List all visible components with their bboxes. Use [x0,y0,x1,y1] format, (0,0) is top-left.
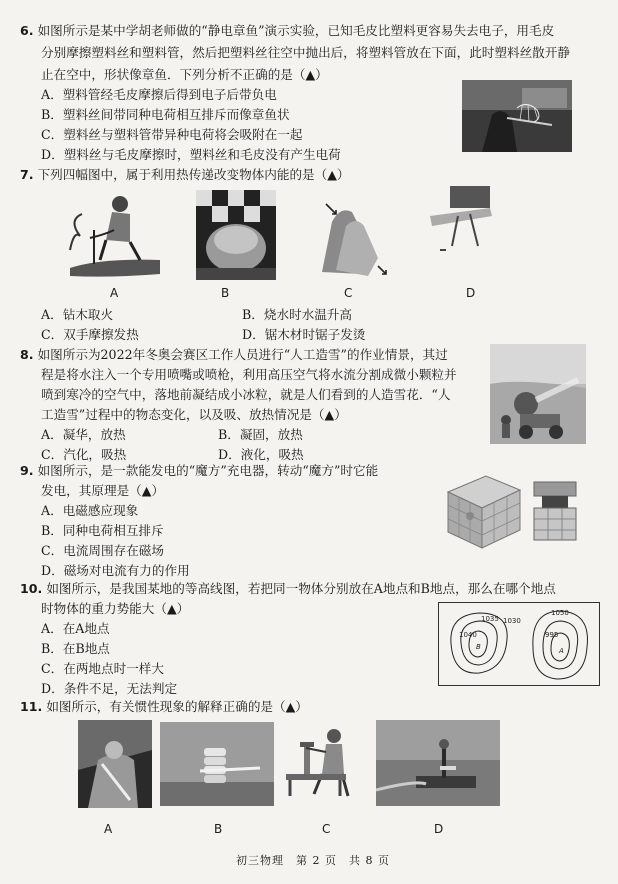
q10-text-1: 如图所示，是我国某地的等高线图，若把同一物体分别放在A地点和B地点，那么在哪个地点 [46,581,556,596]
q10-option-a: A．在A地点 [41,621,110,636]
q11-text: 如图所示，有关惯性现象的解释正确的是（ [46,699,286,714]
q7-number: 7. [20,167,34,182]
q10-option-b: B．在B地点 [41,641,110,656]
answer-mark: ▲ [166,601,177,616]
static-octopus-photo [462,80,572,152]
q8-close: ） [334,407,347,422]
q11-caption-b: B [214,822,223,836]
q6-text-1: 如图所示是某中学胡老师做的“静电章鱼”演示实验，已知毛皮比塑料更容易失去电子，用毛皮 [37,23,555,38]
q7-caption-a: A [110,286,119,300]
answer-mark: ▲ [324,407,335,422]
answer-mark: ▲ [141,483,152,498]
map-label-a: A [559,647,564,655]
q7-stem [20,166,350,184]
q7-caption-b: B [221,286,230,300]
q6-option-d: D．塑料丝与毛皮摩擦时，塑料丝和毛皮没有产生电荷 [41,147,341,162]
boiling-water-image [196,190,276,280]
sawing-wood-image [430,186,502,258]
q7-option-c: C．双手摩擦发热 [41,327,139,342]
q9-line1 [20,462,378,480]
q8-number: 8. [20,347,34,362]
q7-close: ） [336,167,350,182]
q6-line2: 分别摩擦塑料丝和塑料管，然后把塑料丝往空中抛出后，将塑料管放在下面，此时塑料丝散开静 [41,45,570,60]
q7-text: 下列四幅图中，属于利用热传递改变物体内能的是（ [37,167,328,182]
q6-option-c: C．塑料丝与塑料管带异种电荷将会吸附在一起 [41,127,303,142]
map-label-1050: 1050 [551,609,569,617]
q11-stem [20,698,308,716]
q8-text-1: 如图所示为2022年冬奥会赛区工作人员进行“人工造雪”的作业情景，其过 [37,347,448,362]
q10-line2 [41,600,189,618]
q6-text-3: 止在空中，形状像章鱼．下列分析不正确的是（ [41,67,306,82]
answer-mark: ▲ [285,699,296,714]
q8-line2: 程是将水注入一个专用喷嘴或喷枪，利用高压空气将水流分割成微小颗粒并 [41,367,457,382]
map-label-995: 995 [545,631,559,639]
map-label-1040: 1040 [459,631,477,639]
drilling-wood-image [60,190,168,280]
q10-option-d: D．条件不足，无法判定 [41,681,178,696]
q6-close: ） [315,67,328,82]
q7-caption-d: D [466,286,476,300]
rubbing-hands-image [312,192,392,278]
q11-number: 11. [20,699,43,714]
q7-option-d: D．锯木材时锯子发烫 [242,327,366,342]
q9-option-b: B．同种电荷相互排斥 [41,523,164,538]
q7-caption-c: C [344,286,353,300]
answer-mark: ▲ [305,67,316,82]
q9-text-2: 发电，其原理是（ [41,483,142,498]
map-label-1035: 1035 [481,615,499,623]
map-label-b: B [476,643,481,651]
q8-text-4: 工造雪”过程中的物态变化，以及吸、放热情况是（ [41,407,325,422]
magic-cube-charger-image [440,470,590,550]
q9-close: ） [151,483,165,498]
q8-line4 [41,406,347,424]
q11-close: ） [295,699,308,714]
q6-option-a: A．塑料管经毛皮摩擦后得到电子后带负电 [41,87,277,102]
q7-option-b: B．烧水时水温升高 [242,307,353,322]
q6-line1 [20,22,554,40]
q10-text-2: 时物体的重力势能大（ [41,601,167,616]
q8-option-c: C．汽化，吸热 [41,447,127,462]
q7-option-a: A．钻木取火 [41,307,114,322]
car-seatbelt-image [78,720,152,808]
q8-option-d: D．液化，吸热 [218,447,304,462]
q11-caption-d: D [434,822,444,836]
person-on-bench-image [282,724,362,808]
q10-number: 10. [20,581,43,596]
inertia-apparatus-image [376,720,500,806]
q9-number: 9. [20,463,34,478]
q8-option-a: A．凝华，放热 [41,427,126,442]
snow-making-photo [490,344,586,444]
q9-option-c: C．电流周围存在磁场 [41,543,164,558]
q9-option-d: D．磁场对电流有力的作用 [41,563,190,578]
q11-caption-c: C [322,822,331,836]
q6-option-b: B．塑料丝间带同种电荷相互排斥而像章鱼状 [41,107,290,122]
page-footer: 初三物理 第 2 页 共 8 页 [236,854,390,867]
q9-option-a: A．电磁感应现象 [41,503,139,518]
q10-close: ） [176,601,190,616]
q8-line3: 喷到寒冷的空气中，落地前凝结成小冰粒，就是人们看到的人造雪花．“人 [41,387,451,402]
map-label-1030: 1030 [503,617,521,625]
q6-line3 [41,66,328,84]
q6-number: 6. [20,23,34,38]
contour-map [438,602,600,686]
q9-line2 [41,482,164,500]
q10-option-c: C．在两地点时一样大 [41,661,164,676]
q8-option-b: B．凝固，放热 [218,427,303,442]
q8-line1 [20,346,448,364]
q11-caption-a: A [104,822,113,836]
coin-stack-image [160,722,274,806]
answer-mark: ▲ [327,167,337,182]
q9-text-1: 如图所示，是一款能发电的“魔方”充电器，转动“魔方”时它能 [37,463,379,478]
q10-line1 [20,580,556,598]
